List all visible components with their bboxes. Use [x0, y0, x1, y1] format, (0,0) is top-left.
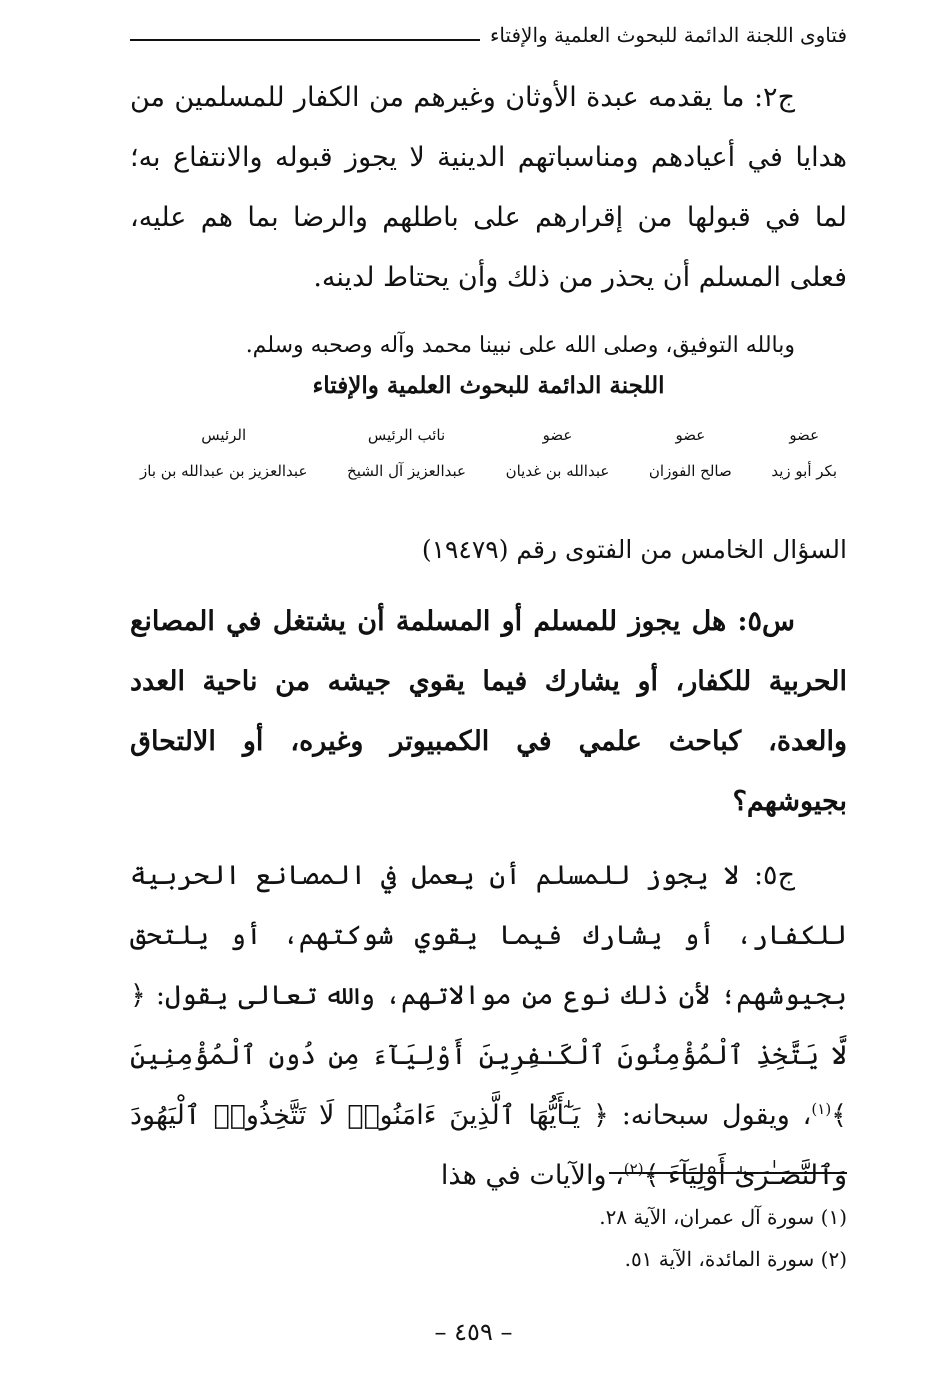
answer-5-block	[130, 846, 847, 1206]
answer-2-text: ج٢: ما يقدمه عبدة الأوثان وغيرهم من الكفار للمسلمين من هدايا في أعيادهم ومناسباتهم الدينية لا يجوز قبوله والانتفاع به؛ لما في قبولها من إقرارهم على باطلهم والرضا بما هم عليه، فعلى المسلم أن يحذر من ذلك وأن يحتاط لدينه.	[130, 82, 847, 293]
committee-title: اللجنة الدائمة للبحوث العلمية والإفتاء	[312, 372, 665, 399]
answer-2-block	[130, 68, 847, 308]
running-header	[130, 18, 847, 52]
footnotes	[130, 1196, 847, 1280]
footnote-ref-2[interactable]: (٢)	[623, 1160, 644, 1178]
footnote-1: (١) سورة آل عمران، الآية ٢٨.	[599, 1205, 847, 1229]
signature-role: عضو	[675, 426, 706, 444]
question-heading: السؤال الخامس من الفتوى رقم (١٩٤٧٩)	[421, 535, 847, 564]
footnote-ref-1[interactable]: (١)	[811, 1100, 832, 1118]
signature-name: بكر أبو زيد	[771, 462, 837, 480]
signature-name: صالح الفوزان	[648, 462, 732, 480]
signature-member-4	[347, 420, 466, 486]
signature-role: عضو	[789, 426, 820, 444]
answer-5-part-2: ، ويقول سبحانه: ﴿ يَـٰٓأَيُّهَا ٱلَّذِينَ ءَامَنُوا۟ لَا تَتَّخِذُوا۟ ٱلْيَهُودَ وَٱلنَّصَـٰرَىٰٓ أَوْلِيَآءَ ﴾	[130, 1100, 847, 1191]
question-5-block	[130, 592, 847, 832]
question-5-text: س٥: هل يجوز للمسلم أو المسلمة أن يشتغل في المصانع الحربية للكفار، أو يشارك فيما يقوي جيشه من ناحية العدد والعدة، كباحث علمي في الكمبيوتر وغيره، أو الالتحاق بجيوشهم؟	[130, 606, 847, 817]
signature-name: عبدالعزيز بن عبدالله بن باز	[140, 462, 308, 480]
signature-name: عبدالله بن غديان	[505, 462, 610, 480]
question-heading-block	[130, 528, 847, 572]
closing-block	[130, 326, 847, 406]
footnote-2: (٢) سورة المائدة، الآية ٥١.	[624, 1247, 847, 1271]
closing-formula: وبالله التوفيق، وصلى الله على نبينا محمد وآله وصحبه وسلم.	[245, 333, 795, 358]
signature-role: الرئيس	[201, 426, 247, 444]
answer-5-part-1: ج٥: لا يجوز للمسلم أن يعمل في المصانع الحربية للكفار، أو يشارك فيما يقوي شوكتهم، أو يلتحق بجيوشهم؛ لأن ذلك نوع من موالاتهم، والله تعالى يقول: ﴿ لَّا يَتَّخِذِ ٱلْمُؤْمِنُونَ ٱلْكَـٰفِرِينَ أَوْلِيَآءَ مِن دُونِ ٱلْمُؤْمِنِينَ ﴾	[130, 860, 847, 1131]
answer-5-text	[130, 846, 847, 1206]
signature-member-5	[140, 420, 307, 486]
running-header-title: فتاوى اللجنة الدائمة للبحوث العلمية والإفتاء	[489, 23, 847, 47]
footnote-separator	[609, 1172, 847, 1174]
signature-member-1	[771, 420, 837, 486]
answer-5-part-3: ، والآيات في هذا	[440, 1160, 624, 1191]
signature-role: عضو	[542, 426, 573, 444]
signature-role: نائب الرئيس	[367, 426, 446, 444]
header-rule	[130, 39, 480, 41]
signature-member-2	[649, 420, 732, 486]
signatures-table	[140, 420, 837, 486]
signature-member-3	[506, 420, 610, 486]
signature-name: عبدالعزيز آل الشيخ	[347, 462, 466, 480]
page-number: – ٤٥٩ –	[434, 1318, 513, 1346]
